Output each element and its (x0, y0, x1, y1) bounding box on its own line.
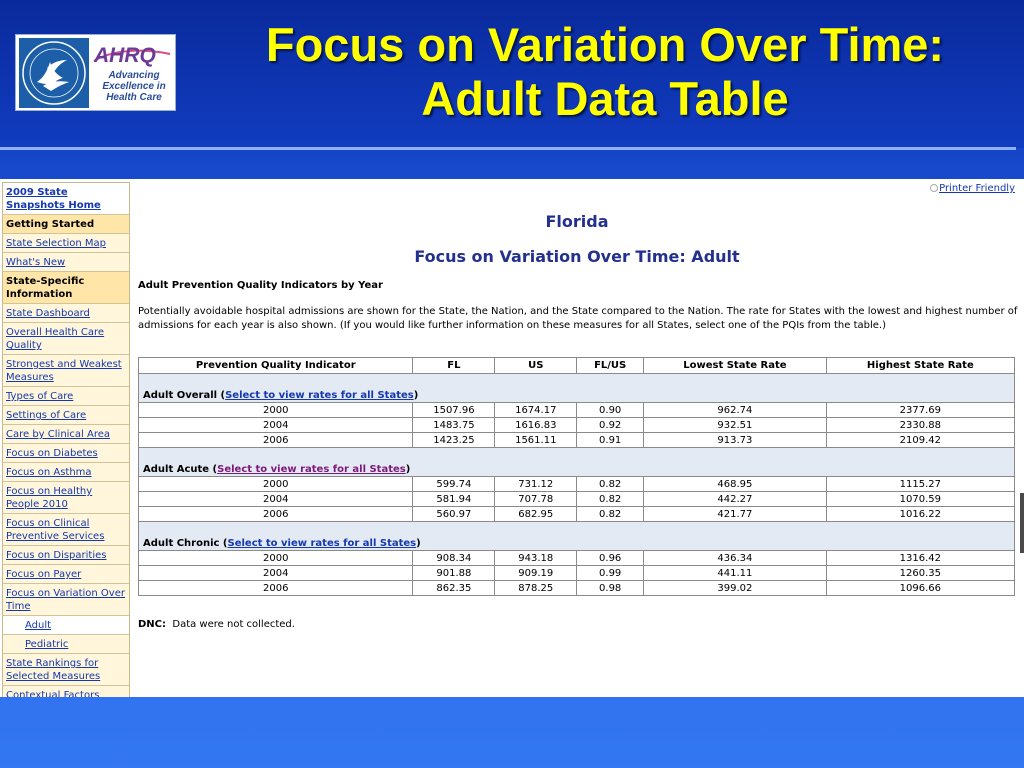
table-cell: 0.98 (577, 581, 644, 596)
pqi-data-table (138, 357, 1015, 596)
table-cell: 442.27 (644, 492, 827, 507)
sidebar-link[interactable]: Focus on Payer (2, 565, 130, 584)
table-cell: 2004 (139, 566, 413, 581)
main-content (138, 179, 1018, 697)
sidebar-link[interactable]: What's New (2, 253, 130, 272)
group-paren-close: ) (405, 464, 411, 475)
ahrq-logo (92, 38, 174, 108)
table-cell: 1016.22 (826, 507, 1014, 522)
table-row (139, 507, 1015, 522)
table-cell: 1483.75 (413, 418, 495, 433)
view-all-states-link[interactable]: Select to view rates for all States (227, 538, 417, 549)
table-row (139, 477, 1015, 492)
sidebar-link[interactable]: State Dashboard (2, 304, 130, 323)
group-paren-close: ) (416, 538, 421, 549)
table-cell: 1070.59 (826, 492, 1014, 507)
column-header: US (495, 358, 577, 374)
sidebar-link[interactable]: Focus on Diabetes (2, 444, 130, 463)
sidebar-link[interactable]: Strongest and Weakest Measures (2, 355, 130, 387)
table-cell: 421.77 (644, 507, 827, 522)
printer-icon (930, 184, 938, 192)
table-cell: 682.95 (495, 507, 577, 522)
table-row (139, 551, 1015, 566)
sidebar-heading: Getting Started (2, 215, 130, 234)
table-cell: 2000 (139, 403, 413, 418)
table-cell: 2377.69 (826, 403, 1014, 418)
group-name: Adult Overall (143, 390, 218, 401)
group-row (139, 448, 1015, 477)
table-cell: 909.19 (495, 566, 577, 581)
table-cell: 878.25 (495, 581, 577, 596)
embedded-webpage (0, 179, 1024, 697)
table-cell: 1115.27 (826, 477, 1014, 492)
logo-box (15, 34, 176, 111)
slide-header (0, 0, 1024, 148)
ahrq-tagline: Advancing Excellence in Health Care (102, 70, 166, 103)
table-cell: 1507.96 (413, 403, 495, 418)
table-cell: 862.35 (413, 581, 495, 596)
sidebar-link[interactable]: Overall Health Care Quality (2, 323, 130, 355)
sidebar-link[interactable]: Adult (2, 616, 130, 635)
sidebar-heading: State-Specific Information (2, 272, 130, 304)
group-paren-close: ) (413, 390, 419, 401)
group-paren-open: ( (219, 538, 228, 549)
table-cell: 441.11 (644, 566, 827, 581)
dnc-label: DNC: (138, 619, 167, 630)
table-cell: 0.82 (577, 507, 644, 522)
intro-paragraph: Potentially avoidable hospital admissions are shown for the State, the Nation, and the State compared to the Nation. The rate for States with the lowest and highest number of admissions for each year is also shown. (If you would like further information on these measures for all States, select one of the PQIs from the table.) (138, 306, 1018, 331)
sidebar-link[interactable]: Types of Care (2, 387, 130, 406)
column-header: FL (413, 358, 495, 374)
table-row (139, 566, 1015, 581)
sidebar-link[interactable]: State Rankings for Selected Measures (2, 654, 130, 686)
table-cell: 1561.11 (495, 433, 577, 448)
table-cell: 908.34 (413, 551, 495, 566)
table-cell: 901.88 (413, 566, 495, 581)
group-cell (139, 374, 1015, 403)
ahrq-wordmark: AHRQ (94, 44, 156, 67)
sidebar-link[interactable]: Focus on Variation Over Time (2, 584, 130, 616)
table-cell: 1674.17 (495, 403, 577, 418)
sidebar-link[interactable]: Pediatric (2, 635, 130, 654)
sidebar-link[interactable]: Care by Clinical Area (2, 425, 130, 444)
dnc-note (138, 619, 295, 630)
table-cell: 560.97 (413, 507, 495, 522)
sidebar-link[interactable]: Focus on Disparities (2, 546, 130, 565)
group-row (139, 522, 1015, 551)
view-all-states-link[interactable]: Select to view rates for all States (217, 464, 406, 475)
table-cell: 0.99 (577, 566, 644, 581)
sidebar-link[interactable]: Contextual Factors (2, 686, 130, 697)
header-rule (0, 147, 1016, 150)
table-cell: 1616.83 (495, 418, 577, 433)
group-row (139, 374, 1015, 403)
table-cell: 2000 (139, 551, 413, 566)
table-cell: 599.74 (413, 477, 495, 492)
group-paren-open: ( (209, 464, 218, 475)
sidebar-link[interactable]: State Selection Map (2, 234, 130, 253)
table-cell: 2006 (139, 581, 413, 596)
column-header: FL/US (577, 358, 644, 374)
table-cell: 707.78 (495, 492, 577, 507)
table-cell: 962.74 (644, 403, 827, 418)
table-cell: 2109.42 (826, 433, 1014, 448)
hhs-eagle-icon (19, 38, 89, 108)
printer-friendly-link[interactable] (930, 183, 1015, 194)
table-cell: 2006 (139, 433, 413, 448)
sidebar-link[interactable]: Settings of Care (2, 406, 130, 425)
table-cell: 1260.35 (826, 566, 1014, 581)
table-cell: 2006 (139, 507, 413, 522)
scrollbar[interactable] (1020, 493, 1024, 553)
group-cell (139, 522, 1015, 551)
table-cell: 0.82 (577, 477, 644, 492)
hhs-seal-logo (19, 38, 89, 108)
sidebar-link[interactable]: Focus on Asthma (2, 463, 130, 482)
dnc-text: Data were not collected. (172, 619, 295, 630)
table-cell: 0.96 (577, 551, 644, 566)
table-cell: 2004 (139, 418, 413, 433)
sidebar-link[interactable]: Focus on Clinical Preventive Services (2, 514, 130, 546)
table-cell: 2330.88 (826, 418, 1014, 433)
table-cell: 0.91 (577, 433, 644, 448)
sidebar-link[interactable]: 2009 State Snapshots Home (2, 182, 130, 215)
table-row (139, 418, 1015, 433)
table-body (139, 374, 1015, 596)
table-cell: 581.94 (413, 492, 495, 507)
table-header-row (139, 358, 1015, 374)
group-paren-open: ( (217, 390, 226, 401)
state-name: Florida (545, 212, 609, 231)
table-cell: 1096.66 (826, 581, 1014, 596)
column-header: Highest State Rate (826, 358, 1014, 374)
table-row (139, 433, 1015, 448)
slide-title: Focus on Variation Over Time: Adult Data Table (265, 18, 945, 125)
column-header: Prevention Quality Indicator (139, 358, 413, 374)
table-cell: 932.51 (644, 418, 827, 433)
table-cell: 0.92 (577, 418, 644, 433)
column-header: Lowest State Rate (644, 358, 827, 374)
section-heading: Adult Prevention Quality Indicators by Year (138, 280, 383, 291)
sidebar-link[interactable]: Focus on Healthy People 2010 (2, 482, 130, 514)
table-row (139, 403, 1015, 418)
table-cell: 2004 (139, 492, 413, 507)
table-cell: 0.82 (577, 492, 644, 507)
view-all-states-link[interactable]: Select to view rates for all States (225, 390, 414, 401)
table-row (139, 492, 1015, 507)
table-cell: 0.90 (577, 403, 644, 418)
table-cell: 913.73 (644, 433, 827, 448)
page-subtitle: Focus on Variation Over Time: Adult (414, 247, 740, 266)
group-name: Adult Acute (143, 464, 210, 475)
table-cell: 731.12 (495, 477, 577, 492)
table-cell: 943.18 (495, 551, 577, 566)
table-cell: 436.34 (644, 551, 827, 566)
table-cell: 468.95 (644, 477, 827, 492)
sidebar-nav (2, 182, 130, 697)
group-name: Adult Chronic (143, 538, 220, 549)
table-cell: 1316.42 (826, 551, 1014, 566)
table-cell: 2000 (139, 477, 413, 492)
printer-friendly-label: Printer Friendly (939, 183, 1015, 194)
table-cell: 399.02 (644, 581, 827, 596)
group-cell (139, 448, 1015, 477)
table-row (139, 581, 1015, 596)
table-cell: 1423.25 (413, 433, 495, 448)
